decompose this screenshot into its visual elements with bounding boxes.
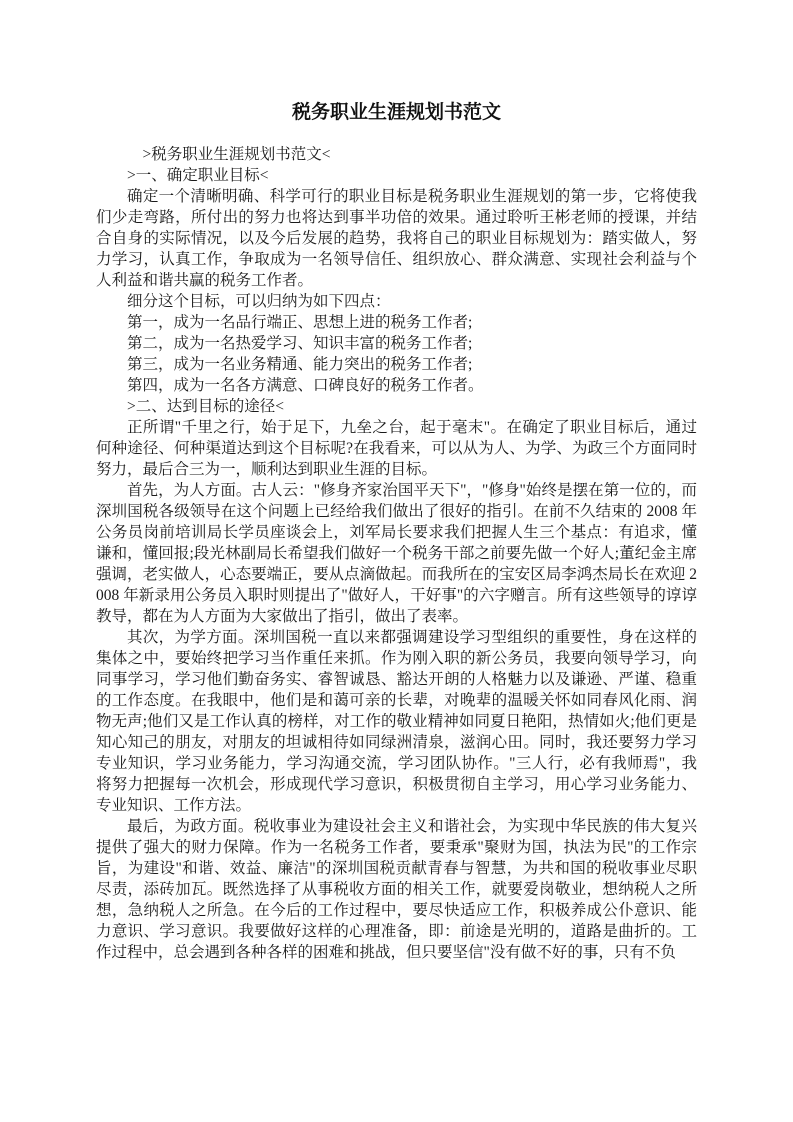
paragraph-goal-list-intro: 细分这个目标，可以归纳为如下四点： <box>127 293 391 310</box>
paragraph-conduct: 首先，为人方面。古人云："修身齐家治国平天下"，"修身"始终是摆在第一位的，而深圳国税各级领导在这个问题上已经给我们做出了很好的指引。在前不久结束的 2008 年公务员岗前培训局长学员座谈会上，刘军局长要求我们把握人生三个基点：有追求，懂谦和，懂回报;段光林副局长希望我们做好一个税务干部之前要先做一个好人;董纪金主席强调，老实做人，心态要端正，要从点滴做起。而我所在的宝安区局李鸿杰局长在欢迎 2008 年新录用公务员入职时则提出了"做好人，干好事"的六字赠言。所有这些领导的谆谆教导，都在为人方面为大家做出了指引，做出了表率。 <box>96 482 697 625</box>
paragraph-learning: 其次，为学方面。深圳国税一直以来都强调建设学习型组织的重要性，身在这样的集体之中，要始终把学习当作重任来抓。作为刚入职的新公务员，我要向领导学习，向同事学习，学习他们勤奋务实、睿智诚恳、豁达开朗的人格魅力以及谦逊、严谨、稳重的工作态度。在我眼中，他们是和蔼可亲的长辈，对晚辈的温暖关怀如同春风化雨、润物无声;他们又是工作认真的榜样，对工作的敬业精神如同夏日艳阳，热情如火;他们更是知心知己的朋友，对朋友的坦诚相待如同绿洲清泉，滋润心田。同时，我还要努力学习专业知识，学习业务能力，学习沟通交流，学习团队协作。"三人行，必有我师焉"，我将努力把握每一次机会，形成现代学习意识，积极贯彻自主学习，用心学习业务能力、专业知识、工作方法。 <box>96 629 697 814</box>
paragraph-work: 最后，为政方面。税收事业为建设社会主义和谐社会，为实现中华民族的伟大复兴提供了强大的财力保障。作为一名税务工作者，要秉承"聚财为国，执法为民"的工作宗旨，为建设"和谐、效益、廉洁"的深圳国税贡献青春与智慧，为共和国的税收事业尽职尽责，添砖加瓦。既然选择了从事税收方面的相关工作，就要爱岗敬业，想纳税人之所想，急纳税人之所急。在今后的工作过程中，要尽快适应工作，积极养成公仆意识、能力意识、学习意识。我要做好这样的心理准备，即：前途是光明的，道路是曲折的。工作过程中，总会遇到各种各样的困难和挑战，但只要坚信"没有做不好的事，只有不负 <box>96 818 697 961</box>
goal-item-1: 第一，成为一名品行端正、思想上进的税务工作者; <box>127 314 473 331</box>
page-title: 税务职业生涯规划书范文 <box>291 102 501 123</box>
section-heading-goal: >一、确定职业目标< <box>127 167 269 184</box>
subtitle-line: >税务职业生涯规划书范文< <box>142 146 331 163</box>
goal-item-2: 第二，成为一名热爱学习、知识丰富的税务工作者; <box>127 335 473 352</box>
goal-item-3: 第三，成为一名业务精通、能力突出的税务工作者; <box>127 356 473 373</box>
goal-item-4: 第四，成为一名各方满意、口碑良好的税务工作者。 <box>127 377 484 394</box>
paragraph-goal-intro: 确定一个清晰明确、科学可行的职业目标是税务职业生涯规划的第一步，它将使我们少走弯路，所付出的努力也将达到事半功倍的效果。通过聆听王彬老师的授课，并结合自身的实际情况，以及今后发展的趋势，我将自己的职业目标规划为：踏实做人，努力学习，认真工作，争取成为一名领导信任、组织放心、群众满意、实现社会利益与个人利益和谐共赢的税务工作者。 <box>96 188 697 289</box>
paragraph-path-intro: 正所谓"千里之行，始于足下，九垒之台，起于毫末"。在确定了职业目标后，通过何种途径、何种渠道达到这个目标呢?在我看来，可以从为人、为学、为政三个方面同时努力，最后合三为一，顺利达到职业生涯的目标。 <box>96 419 697 478</box>
section-heading-path: >二、达到目标的途径< <box>127 398 284 415</box>
